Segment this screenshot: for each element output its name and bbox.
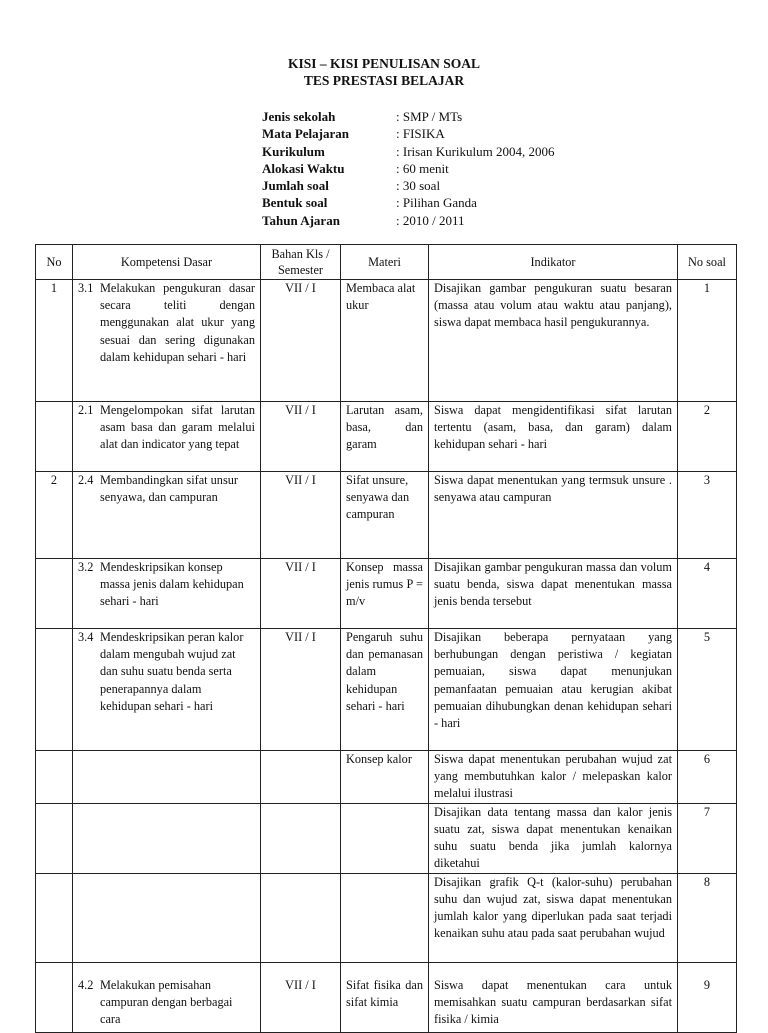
info-row-alokasi-waktu bbox=[262, 160, 555, 177]
cell-kompetensi bbox=[73, 472, 261, 559]
table-row bbox=[36, 803, 737, 873]
info-row-kurikulum bbox=[262, 143, 555, 160]
cell-no bbox=[36, 962, 73, 1032]
info-label: Jumlah soal bbox=[262, 178, 329, 194]
info-value: : FISIKA bbox=[396, 126, 445, 142]
cell-kompetensi bbox=[73, 629, 261, 751]
cell-indikator: Siswa dapat menentukan cara untuk memisahkan suatu campuran berdasarkan sifat fisika / kimia bbox=[429, 962, 678, 1032]
cell-indikator: Siswa dapat menentukan perubahan wujud zat yang membutuhkan kalor / melepaskan kalor melalui ilustrasi bbox=[429, 751, 678, 804]
info-value: : 2010 / 2011 bbox=[396, 212, 465, 228]
cell-kompetensi bbox=[73, 962, 261, 1032]
cell-materi: Pengaruh suhu dan pemanasan dalam kehidupan sehari - hari bbox=[341, 629, 429, 751]
cell-no bbox=[36, 402, 73, 472]
cell-bahan: VII / I bbox=[261, 962, 341, 1032]
cell-no-soal: 2 bbox=[678, 402, 737, 472]
kd-number: 2.4 bbox=[78, 473, 94, 487]
cell-materi bbox=[341, 873, 429, 962]
info-value: : Pilihan Ganda bbox=[396, 195, 477, 211]
cell-indikator: Disajikan grafik Q-t (kalor-suhu) perubahan suhu dan wujud zat, siswa dapat menentukan jumlah kalor yang diperlukan pada saat terjadi kenaikan suhu atau pada saat perubahan wujud bbox=[429, 873, 678, 962]
header-no-soal: No soal bbox=[678, 245, 737, 280]
cell-no bbox=[36, 629, 73, 751]
info-value: : 60 menit bbox=[396, 160, 449, 176]
cell-kompetensi bbox=[73, 402, 261, 472]
cell-materi: Konsep kalor bbox=[341, 751, 429, 804]
header-materi: Materi bbox=[341, 245, 429, 280]
cell-materi: Sifat unsure, senyawa dan campuran bbox=[341, 472, 429, 559]
cell-materi bbox=[341, 803, 429, 873]
info-value: : Irisan Kurikulum 2004, 2006 bbox=[396, 143, 555, 159]
cell-no bbox=[36, 559, 73, 629]
cell-materi: Konsep massa jenis rumus P = m/v bbox=[341, 559, 429, 629]
kd-text: Mendeskripsikan peran kalor dalam mengubah wujud zat dan suhu suatu benda serta penerapannya dalam kehidupan sehari - hari bbox=[100, 630, 244, 713]
cell-materi: Membaca alat ukur bbox=[341, 280, 429, 402]
header-no: No bbox=[36, 245, 73, 280]
table-row bbox=[36, 280, 737, 402]
cell-no bbox=[36, 803, 73, 873]
kd-text: Membandingkan sifat unsur senyawa, dan campuran bbox=[100, 473, 238, 505]
cell-indikator: Disajikan gambar pengukuran suatu besaran (massa atau volum atau waktu atau panjang), siswa dapat membaca hasil pengukurannya. bbox=[429, 280, 678, 402]
cell-bahan: VII / I bbox=[261, 629, 341, 751]
cell-kompetensi bbox=[73, 280, 261, 402]
info-value: : 30 soal bbox=[396, 178, 441, 194]
table-row bbox=[36, 559, 737, 629]
table-header-row bbox=[36, 245, 737, 280]
cell-indikator: Disajikan gambar pengukuran massa dan volum suatu benda, siswa dapat menentukan massa jenis benda tersebut bbox=[429, 559, 678, 629]
kd-text: Mendeskripsikan konsep massa jenis dalam kehidupan sehari - hari bbox=[100, 560, 244, 609]
header-kompetensi-dasar: Kompetensi Dasar bbox=[73, 245, 261, 280]
info-row-mata-pelajaran bbox=[262, 125, 555, 142]
cell-no: 1 bbox=[36, 280, 73, 402]
header-bahan-kelas-semester: Bahan Kls / Semester bbox=[261, 245, 341, 280]
cell-no bbox=[36, 873, 73, 962]
cell-no-soal: 7 bbox=[678, 803, 737, 873]
cell-no bbox=[36, 751, 73, 804]
cell-no-soal: 4 bbox=[678, 559, 737, 629]
kd-number: 3.2 bbox=[78, 560, 94, 574]
cell-no-soal: 1 bbox=[678, 280, 737, 402]
cell-indikator: Disajikan beberapa pernyataan yang berhubungan dengan peristiwa / kegiatan pemuaian, siswa dapat menunjukan pemanfaatan pemuaian atau kerugian akibat pemuaian dihubungkan denan kehidupan sehari - hari bbox=[429, 629, 678, 751]
kd-text: Melakukan pemisahan campuran dengan berbagai cara bbox=[100, 977, 233, 1027]
cell-kompetensi bbox=[73, 559, 261, 629]
info-label: Tahun Ajaran bbox=[262, 212, 340, 228]
info-row-tahun-ajaran bbox=[262, 212, 555, 229]
table-row bbox=[36, 472, 737, 559]
table-row bbox=[36, 402, 737, 472]
cell-no-soal: 3 bbox=[678, 472, 737, 559]
cell-indikator: Siswa dapat menentukan yang termsuk unsure . senyawa atau campuran bbox=[429, 472, 678, 559]
cell-no-soal: 6 bbox=[678, 751, 737, 804]
cell-indikator: Disajikan data tentang massa dan kalor jenis suatu zat, siswa dapat menentukan kenaikan suhu suatu benda jika jumlah kalornya diketahui bbox=[429, 803, 678, 873]
info-value: : SMP / MTs bbox=[396, 109, 463, 124]
cell-bahan: VII / I bbox=[261, 472, 341, 559]
info-label: Mata Pelajaran bbox=[262, 126, 350, 142]
cell-bahan bbox=[261, 751, 341, 804]
kd-number: 2.1 bbox=[78, 403, 94, 417]
document-subtitle: TES PRESTASI BELAJAR bbox=[303, 73, 465, 88]
kd-text: Mengelompokan sifat larutan asam basa dan garam melalui alat dan indicator yang tepat bbox=[100, 403, 255, 452]
table-row bbox=[36, 962, 737, 1032]
info-label: Kurikulum bbox=[262, 143, 325, 159]
info-label: Jenis sekolah bbox=[262, 109, 336, 124]
cell-indikator: Siswa dapat mengidentifikasi sifat larutan tertentu (asam, basa, dan garam) dalam kehidupan sehari - hari bbox=[429, 402, 678, 472]
cell-kompetensi bbox=[73, 751, 261, 804]
info-block bbox=[262, 108, 555, 229]
cell-bahan bbox=[261, 873, 341, 962]
kisi-kisi-table bbox=[35, 244, 737, 1033]
table-row bbox=[36, 629, 737, 751]
kd-number: 3.1 bbox=[78, 281, 94, 295]
info-row-jenis-sekolah bbox=[262, 108, 555, 125]
document-title: KISI – KISI PENULISAN SOAL bbox=[287, 56, 481, 71]
cell-bahan bbox=[261, 803, 341, 873]
kd-number: 4.2 bbox=[78, 977, 94, 992]
cell-materi: Sifat fisika dan sifat kimia bbox=[341, 962, 429, 1032]
table-row bbox=[36, 873, 737, 962]
kd-number: 3.4 bbox=[78, 630, 94, 644]
cell-no: 2 bbox=[36, 472, 73, 559]
table-row bbox=[36, 751, 737, 804]
cell-no-soal: 9 bbox=[678, 962, 737, 1032]
header-indikator: Indikator bbox=[429, 245, 678, 280]
cell-no-soal: 8 bbox=[678, 873, 737, 962]
info-row-bentuk-soal bbox=[262, 194, 555, 211]
cell-bahan: VII / I bbox=[261, 280, 341, 402]
cell-no-soal: 5 bbox=[678, 629, 737, 751]
info-label: Alokasi Waktu bbox=[262, 160, 345, 176]
cell-kompetensi bbox=[73, 803, 261, 873]
cell-bahan: VII / I bbox=[261, 559, 341, 629]
info-label: Bentuk soal bbox=[262, 195, 328, 211]
kd-text: Melakukan pengukuran dasar secara teliti dengan menggunakan alat ukur yang sesuai dan sering digunakan dalam kehidupan sehari - hari bbox=[100, 281, 255, 364]
cell-materi: Larutan asam, basa, dan garam bbox=[341, 402, 429, 472]
cell-bahan: VII / I bbox=[261, 402, 341, 472]
cell-kompetensi bbox=[73, 873, 261, 962]
info-row-jumlah-soal bbox=[262, 177, 555, 194]
